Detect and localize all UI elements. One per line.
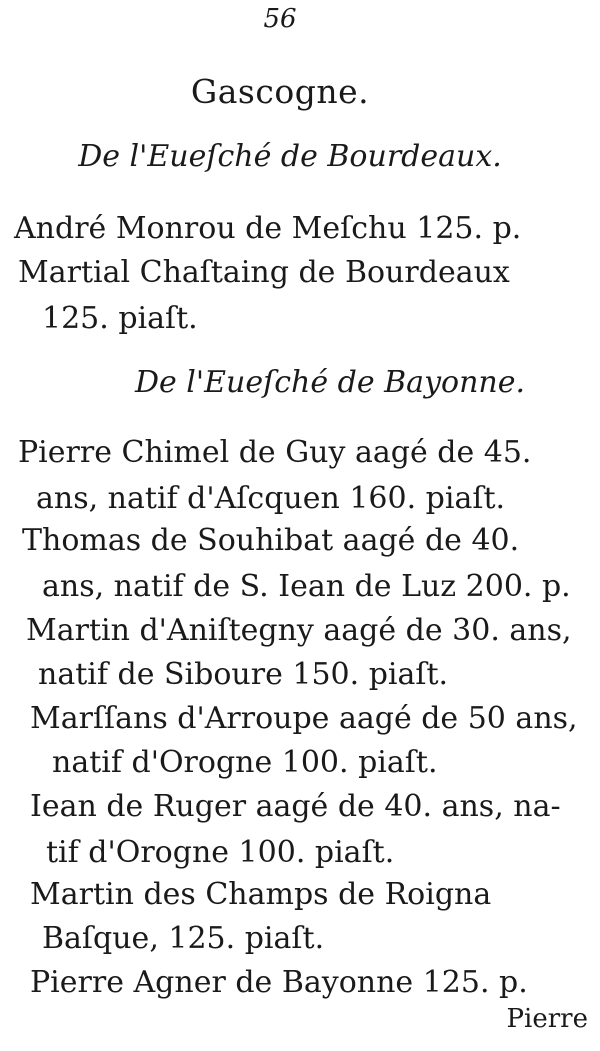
entry-line: Iean de Ruger aagé de 40. ans, na- xyxy=(30,789,561,824)
section-heading-bayonne: De l'Eueſché de Bayonne. xyxy=(134,365,526,400)
entry-line: Martin des Champs de Roigna xyxy=(30,877,492,912)
region-title: Gascogne. xyxy=(190,72,370,111)
section-heading-bourdeaux: De l'Eueſché de Bourdeaux. xyxy=(78,139,502,174)
entry-line: Thomas de Souhibat aagé de 40. xyxy=(22,523,520,558)
entry-line: 125. piaſt. xyxy=(42,301,198,336)
catchword: Pierre xyxy=(506,1004,588,1034)
entry-line: ans, natif de S. Iean de Luz 200. p. xyxy=(42,569,571,604)
entry-line: Pierre Chimel de Guy aagé de 45. xyxy=(18,435,532,470)
entry-line: ans, natif d'Aſcquen 160. piaſt. xyxy=(36,481,506,516)
entry-line: natif de Siboure 150. piaſt. xyxy=(38,657,449,692)
entry-line: Martin d'Aniſtegny aagé de 30. ans, xyxy=(26,613,572,648)
page-number: 56 xyxy=(263,4,297,34)
entry-line: André Monrou de Meſchu 125. p. xyxy=(14,211,522,246)
entry-line: Martial Chaſtaing de Bourdeaux xyxy=(18,255,510,290)
entry-line: Baſque, 125. piaſt. xyxy=(42,921,325,956)
entry-line: tif d'Orogne 100. piaſt. xyxy=(46,835,395,870)
entry-line: natif d'Orogne 100. piaſt. xyxy=(52,745,438,780)
entry-line: Pierre Agner de Bayonne 125. p. xyxy=(30,965,528,1000)
entry-line: Marſſans d'Arroupe aagé de 50 ans, xyxy=(30,701,578,736)
